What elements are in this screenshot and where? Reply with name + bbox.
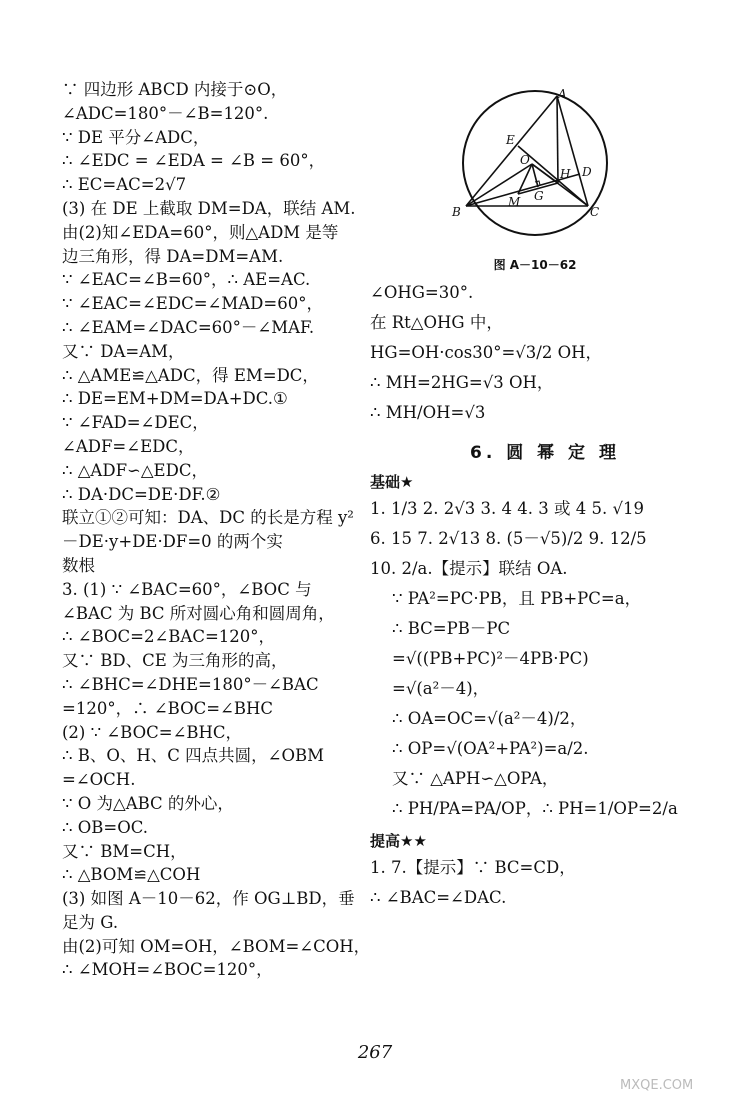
text-line: ∴ MH=2HG=√3 OH， bbox=[370, 373, 554, 392]
geometry-figure bbox=[450, 88, 620, 238]
text-line: ∵ ∠EAC=∠B=60°，∴ AE=AC. bbox=[62, 270, 311, 290]
label-d: D bbox=[582, 165, 592, 179]
side-ac bbox=[557, 96, 588, 206]
text-line: －DE·y+DE·DF=0 的两个实 bbox=[62, 532, 283, 552]
text-line: ∴ ∠EAM=∠DAC=60°－∠MAF. bbox=[62, 317, 315, 337]
text-line: ∠OHG=30°. bbox=[370, 283, 474, 302]
text-line: ∴ △AME≌△ADC，得 EM=DC， bbox=[62, 365, 319, 385]
text-line: ∵ ∠FAD=∠DEC， bbox=[62, 413, 209, 433]
solution-line: ∴ PH/PA=PA/OP，∴ PH=1/OP=2/a bbox=[392, 799, 678, 818]
text-line: 边三角形，得 DA=DM=AM. bbox=[62, 246, 284, 266]
text-line: ∴ DE=EM+DM=DA+DC.① bbox=[62, 389, 288, 409]
label-o: O bbox=[520, 153, 530, 167]
page-number: 267 bbox=[357, 1042, 393, 1063]
text-line: ∠ADF=∠EDC， bbox=[62, 436, 195, 456]
label-m: M bbox=[508, 195, 521, 209]
label-b: B bbox=[452, 205, 461, 219]
text-line: (3) 在 DE 上截取 DM=DA，联结 AM. bbox=[62, 198, 356, 218]
text-line: 又∵ BM=CH， bbox=[62, 841, 187, 861]
text-line: 由(2)知∠EDA=60°，则△ADM 是等 bbox=[62, 222, 339, 242]
text-line: 在 Rt△OHG 中， bbox=[370, 313, 503, 332]
answer-line: 1. 7.【提示】∵ BC=CD， bbox=[370, 858, 576, 877]
text-line: 足为 G. bbox=[62, 912, 119, 932]
answer-line: ∴ ∠BAC=∠DAC. bbox=[370, 888, 507, 907]
label-c: C bbox=[590, 205, 600, 219]
solution-line: ∵ PA²=PC·PB，且 PB+PC=a， bbox=[392, 589, 642, 608]
text-line: 由(2)可知 OM=OH，∠BOM=∠COH， bbox=[62, 936, 371, 956]
solution-line: =√(a²－4)， bbox=[392, 679, 490, 698]
text-line: ∴ MH/OH=√3 bbox=[370, 403, 486, 422]
text-line: ∴ △BOM≌△COH bbox=[62, 865, 201, 885]
text-line: 3. (1) ∵ ∠BAC=60°，∠BOC 与 bbox=[62, 579, 312, 599]
figure-caption: 图 A－10－62 bbox=[493, 258, 577, 272]
section-title: 6. 圆 幂 定 理 bbox=[470, 443, 620, 463]
circumcircle bbox=[463, 91, 607, 235]
solution-line: =√((PB+PC)²－4PB·PC) bbox=[392, 649, 589, 668]
text-line: (3) 如图 A－10－62，作 OG⊥BD，垂 bbox=[62, 889, 355, 909]
segment-ae-h bbox=[557, 96, 558, 183]
text-line: =120°，∴ ∠BOC=∠BHC bbox=[62, 698, 274, 718]
text-line: ∴ △ADF∽△EDC， bbox=[62, 460, 208, 480]
text-line: 数根 bbox=[62, 555, 95, 575]
text-line: ∠BAC 为 BC 所对圆心角和圆周角， bbox=[62, 603, 335, 623]
text-line: ∵ DE 平分∠ADC， bbox=[62, 127, 210, 147]
watermark: MXQE.COM bbox=[620, 1078, 694, 1093]
left-column bbox=[62, 78, 371, 982]
text-line: ∴ OB=OC. bbox=[62, 817, 149, 837]
answer-line: 1. 1/3 2. 2√3 3. 4 4. 3 或 4 5. √19 bbox=[370, 499, 644, 518]
text-line: HG=OH·cos30°=√3/2 OH， bbox=[370, 343, 602, 362]
text-line: 又∵ DA=AM， bbox=[62, 341, 185, 361]
solution-line: ∴ BC=PB－PC bbox=[392, 619, 511, 638]
text-line: =∠OCH. bbox=[62, 770, 136, 790]
text-line: 联立①②可知：DA、DC 的长是方程 y² bbox=[62, 508, 354, 528]
text-line: ∵ O 为△ABC 的外心， bbox=[62, 793, 234, 813]
label-h: H bbox=[560, 167, 571, 181]
text-line: ∴ ∠BHC=∠DHE=180°－∠BAC bbox=[62, 674, 319, 694]
basic-heading: 基础★ bbox=[370, 473, 414, 491]
advanced-heading: 提高★★ bbox=[370, 832, 427, 850]
text-line: ∴ ∠MOH=∠BOC=120°， bbox=[62, 960, 273, 980]
text-line: ∴ B、O、H、C 四点共圆，∠OBM bbox=[62, 746, 325, 766]
solution-line: ∴ OA=OC=√(a²－4)/2， bbox=[392, 709, 587, 728]
text-line: ∴ ∠EDC = ∠EDA = ∠B = 60°， bbox=[62, 151, 326, 171]
text-line: 又∵ BD、CE 为三角形的高， bbox=[62, 651, 288, 671]
text-line: ∴ ∠BOC=2∠BAC=120°， bbox=[62, 627, 276, 647]
label-e: E bbox=[506, 133, 515, 147]
answer-line: 6. 15 7. 2√13 8. (5－√5)/2 9. 12/5 bbox=[370, 529, 647, 548]
text-line: (2) ∵ ∠BOC=∠BHC， bbox=[62, 722, 243, 742]
answer-line: 10. 2/a.【提示】联结 OA. bbox=[370, 559, 568, 578]
right-column bbox=[370, 278, 720, 913]
solution-line: ∴ OP=√(OA²+PA²)=a/2. bbox=[392, 739, 589, 758]
label-g: G bbox=[534, 189, 544, 203]
text-line: ∠ADC=180°－∠B=120°. bbox=[62, 103, 269, 123]
text-line: ∴ DA·DC=DE·DF.② bbox=[62, 484, 221, 504]
solution-line: 又∵ △APH∽△OPA， bbox=[392, 769, 559, 788]
text-line: ∵ ∠EAC=∠EDC=∠MAD=60°， bbox=[62, 294, 323, 314]
text-line: ∴ EC=AC=2√7 bbox=[62, 175, 187, 195]
text-line: ∵ 四边形 ABCD 内接于⊙O， bbox=[62, 80, 288, 99]
label-a: A bbox=[558, 88, 567, 101]
